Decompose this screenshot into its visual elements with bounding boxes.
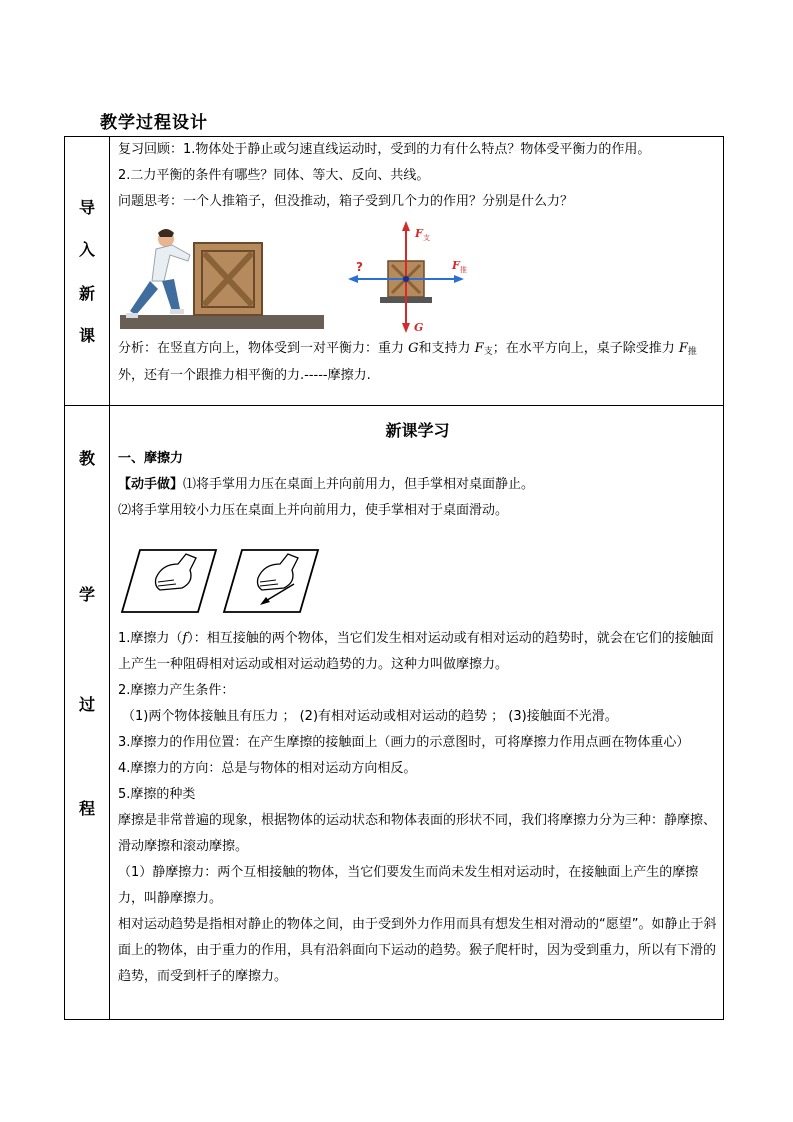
side-char: 学	[78, 585, 95, 604]
friction-heading: 一、摩擦力	[118, 451, 184, 466]
push-force-label: F	[452, 259, 460, 272]
support-force-label: F	[415, 227, 423, 240]
intro-content	[110, 137, 724, 406]
support-arrow-head	[402, 221, 410, 231]
side-char: 导	[78, 198, 95, 217]
lesson-table	[64, 136, 724, 1020]
review-text: 复习回顾：1.物体处于静止或匀速直线运动时，受到的力有什么特点？物体受平衡力的作用。	[118, 142, 651, 157]
floor-shape	[120, 315, 324, 329]
push-box-figure	[118, 221, 717, 333]
friction-definition: 1.摩擦力（f）：相互接触的两个物体，当它们发生相对运动或有相对运动的趋势时，就会在它们的接触面上产生一种阻碍相对运动或相对运动趋势的力。这种力叫做摩擦力。	[118, 631, 714, 672]
lesson-side	[65, 406, 110, 1020]
conditions-title: 2.摩擦力产生条件：	[118, 683, 235, 698]
push-force-sub: 推	[460, 266, 467, 274]
hand-press-figure	[118, 538, 717, 624]
intro-side	[65, 137, 110, 406]
static-friction-text: （1）静摩擦力：两个互相接触的物体，当它们要发生而尚未发生相对运动时，在接触面上产生的摩擦力，叫静摩擦力。	[118, 865, 699, 906]
side-char: 程	[78, 799, 95, 818]
side-char: 课	[78, 326, 95, 345]
types-title: 5.摩擦的种类	[118, 787, 196, 802]
activity-1: 【动手做】⑴将手掌用力压在桌面上并向前用力，但手掌相对桌面静止。	[118, 477, 535, 492]
conditions-list: （1)两个物体接触且有压力 ； (2)有相对运动或相对运动的趋势 ； (3)接触面不光滑。	[122, 709, 618, 724]
motion-trend-text: 相对运动趋势是指相对静止的物体之间，由于受到外力作用而具有想发生相对滑动的“愿望”。如静止于斜面上的物体，由于重力的作用，具有沿斜面向下运动的趋势。猴子爬杆时，因为受到重力，所以有下滑的趋势，而受到杆子的摩擦力。	[118, 917, 717, 984]
support-force-sub: 支	[423, 234, 430, 242]
activity-2: ⑵将手掌用较小力压在桌面上并向前用力，使手掌相对于桌面滑动。	[118, 503, 509, 518]
types-text: 摩擦是非常普遍的现象，根据物体的运动状态和物体表面的形状不同，我们将摩擦力分为三种：静摩擦、滑动摩擦和滚动摩擦。	[118, 813, 717, 854]
page-title: 教学过程设计	[100, 113, 208, 133]
analysis-text: 分析：在竖直方向上，物体受到一对平衡力：重力 G和支持力 $F_支$；在水平方向上，桌子除受推力 $F_推$外，还有一个跟推力相平衡的力.-----摩擦力.	[118, 341, 697, 383]
left-arrow-head	[348, 275, 358, 283]
side-char: 入	[78, 240, 95, 259]
side-char: 过	[78, 695, 95, 714]
side-char: 教	[78, 449, 95, 468]
gravity-label: G	[414, 321, 424, 333]
section-title: 新课学习	[385, 421, 450, 440]
balance-text: 2.二力平衡的条件有哪些？同体、等大、反向、共线。	[118, 168, 430, 183]
gravity-arrow-head	[402, 323, 410, 333]
push-arrow-head	[454, 275, 464, 283]
lesson-content	[110, 406, 724, 1020]
push-box-illustration	[118, 221, 718, 333]
lesson-row	[65, 406, 724, 1020]
friction-direction: 4.摩擦力的方向：总是与物体的相对运动方向相反。	[118, 761, 417, 776]
side-char: 新	[78, 284, 95, 303]
unknown-force-label: ?	[356, 260, 363, 274]
intro-row	[65, 137, 724, 406]
question-text: 问题思考：一个人推箱子，但没推动，箱子受到几个力的作用？分别是什么力？	[118, 194, 574, 209]
hand-press-illustration	[118, 538, 338, 624]
action-position: 3.摩擦力的作用位置：在产生摩擦的接触面上（画力的示意图时，可将摩擦力作用点画在物体重心）	[118, 735, 690, 750]
